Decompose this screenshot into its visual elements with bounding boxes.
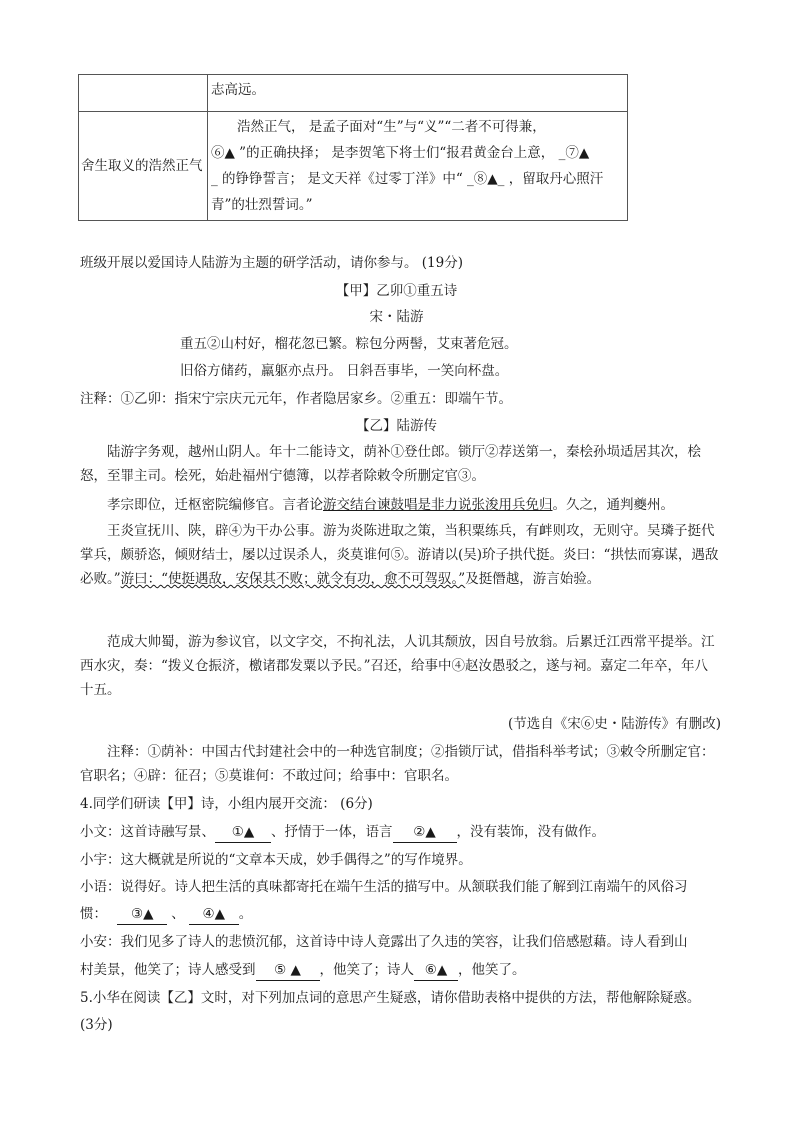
answer-blank-3[interactable]: ③▲ <box>117 904 167 925</box>
poem-author: 宋・陆游 <box>369 309 424 325</box>
question-5-score: (3分) <box>80 1017 113 1033</box>
q4-text: ，他笑了；诗人 <box>319 962 414 978</box>
bio-paragraph: 范成大帅蜀，游为参议官，以文字交，不拘礼法，人讥其颓放，因自号放翁。后累迁江西常平提举。江西水灾，奏：“拨义仓振济，檄诸郡发粟以予民。”召还，给事中④赵汝愚驳之，遂与祠。嘉定二年卒，年八十五。 <box>80 634 715 698</box>
poem-line: 旧俗方储药，羸躯亦点丹。 日斜吾事毕，一笑向杯盘。 <box>180 363 509 379</box>
q4-text: ，他笑了。 <box>458 962 526 978</box>
poem-title: 【甲】乙卯①重五诗 <box>335 283 458 299</box>
question-4-line: 小宇：这大概就是所说的“文章本天成，妙手偶得之”的写作境界。 <box>80 852 472 868</box>
bio-text: 。久之，通判夔州。 <box>552 497 674 513</box>
answer-blank-6[interactable]: ⑥▲ <box>414 960 458 981</box>
q4-text: ，没有装饰，没有做作。 <box>456 824 605 840</box>
table-text: 的铮铮誓言； 是文天祥《过零丁洋》中“ <box>222 171 463 187</box>
q4-text: 。 <box>238 906 253 922</box>
table-text: ⑥▲ ”的正确抉择； 是李贺笔下将士们“报君黄金台上意， <box>211 145 555 161</box>
poem-note: 注释：①乙卯：指宋宁宗庆元元年，作者隐居家乡。②重五：即端午节。 <box>80 391 512 407</box>
table-text: ，留取丹心照汗 <box>508 171 604 187</box>
table-cell: 志高远。 <box>208 75 628 112</box>
answer-blank-5[interactable]: ⑤ ▲ <box>256 960 320 981</box>
q4-text: 村美景，他笑了；诗人感受到 <box>80 962 256 978</box>
question-5-line: 5.小华在阅读【乙】文时，对下列加点词的意思产生疑惑，请你借助表格中提供的方法，帮他解除疑惑。 <box>80 990 701 1006</box>
table-cell-content <box>208 112 628 221</box>
bio-sentence-wavy: 游曰：“使挺遇敌，安保其不败；就令有功，愈不可驾驭。” <box>120 571 466 587</box>
poem-line: 重五②山村好，榴花忽已繁。粽包分两髻，艾束著危冠。 <box>180 336 518 352</box>
bio-notes: 注释：①荫补：中国古代封建社会中的一种选官制度；②指锁厅试，借指科举考试；③敕令所删定官：官职名；④辟：征召；⑤莫谁何：不敢过问；给事中：官职名。 <box>80 744 715 784</box>
question-4-heading: 4.同学们研读【甲】诗，小组内展开交流： (6分) <box>80 796 373 812</box>
answer-blank-2[interactable]: ②▲ <box>393 822 457 843</box>
table-line: 浩然正气， 是孟子面对“生”与“义”“二者不可得兼， <box>237 119 546 135</box>
bio-text: 及挺僭越，游言始验。 <box>465 571 601 587</box>
q4-text: 小文：这首诗融写景、 <box>80 824 215 840</box>
bio-text: 孝宗即位，迁枢密院编修官。言者论 <box>107 497 323 513</box>
q4-text: 、 <box>171 906 185 922</box>
table-line: 青”的壮烈誓词。” <box>211 197 313 213</box>
answer-blank-4[interactable]: ④▲ <box>189 904 239 925</box>
answer-blank-1[interactable]: ①▲ <box>215 822 271 843</box>
question-4-line: 小安：我们见多了诗人的悲愤沉郁，这首诗中诗人竟露出了久违的笑容，让我们倍感慰藉。诗人看到山 <box>80 934 688 950</box>
table-text: _ <box>211 171 218 187</box>
poetry-table <box>78 74 628 221</box>
table-line <box>211 140 623 166</box>
section-intro: 班级开展以爱国诗人陆游为主题的研学活动，请你参与。 (19分) <box>80 255 464 271</box>
table-row <box>79 112 628 221</box>
table-row-heading: 舍生取义的浩然正气 <box>79 112 208 221</box>
question-4-line <box>80 904 252 925</box>
blank-7[interactable]: _⑦▲ <box>558 145 590 161</box>
question-4-line <box>80 960 526 981</box>
table-row <box>79 75 628 112</box>
bio-title: 【乙】陆游传 <box>356 418 437 434</box>
q4-text: 惯： <box>80 906 107 922</box>
question-4-line: 小语：说得好。诗人把生活的真味都寄托在端午生活的描写中。从颔联我们能了解到江南端午的风俗习 <box>80 879 688 895</box>
bio-paragraph <box>80 519 720 591</box>
bio-text: 王炎宣抚川、陕，辟④为干办公事。游为炎陈进取之策，当积粟练兵，有衅则攻，无则守。吴璘子挺代掌兵，颇骄恣，倾财结士，屡以过误杀人，炎莫谁何⑤。游请以(吴)玠子拱代挺。炎曰：“拱怯而寡谋，遇敌必败。” <box>80 523 719 587</box>
q4-text: 、抒情于一体，语言 <box>271 824 393 840</box>
bio-paragraph <box>80 493 720 517</box>
table-cell-empty <box>79 75 208 112</box>
table-line <box>211 166 623 192</box>
bio-source: (节选自《宋⑥史・陆游传》有删改) <box>507 716 721 732</box>
bio-sentence-underlined: 游交结台谏鼓唱是非力说张浚用兵免归 <box>323 497 553 513</box>
question-4-line <box>80 822 605 843</box>
bio-paragraph: 陆游字务观，越州山阴人。年十二能诗文，荫补①登仕郎。锁厅②荐送第一，秦桧孙埙适居其次，桧怒，至罪主司。桧死，始赴福州宁德簿，以荐者除敕令所删定官③。 <box>80 444 701 484</box>
blank-8[interactable]: _⑧▲_ <box>467 171 505 187</box>
